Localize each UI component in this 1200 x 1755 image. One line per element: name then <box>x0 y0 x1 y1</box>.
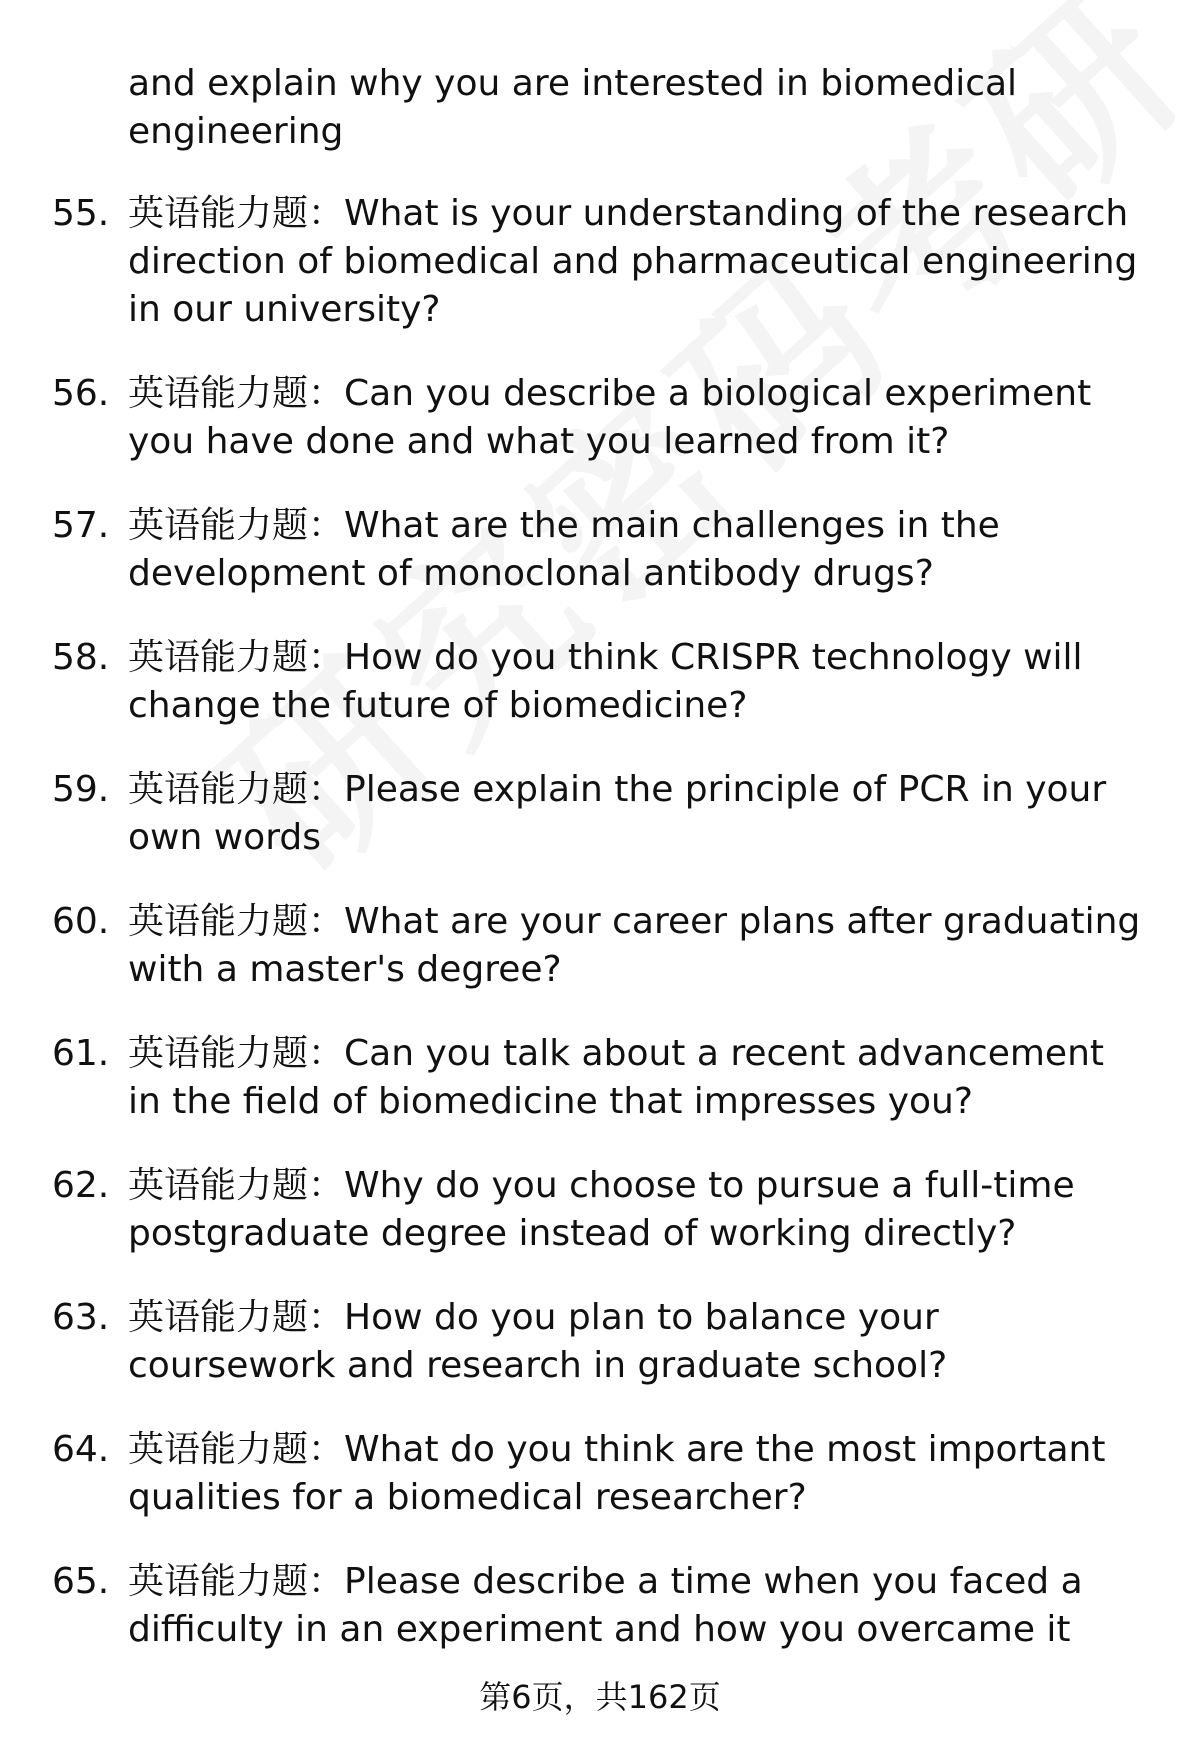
continuation-text: and explain why you are interested in biomedical engineering <box>128 63 1018 152</box>
question-prefix: 英语能力题： <box>128 769 345 810</box>
question-prefix: 英语能力题： <box>128 505 345 546</box>
question-number: 60. <box>52 901 110 942</box>
question-prefix: 英语能力题： <box>128 1429 345 1470</box>
question-text: How do you think CRISPR technology will change the future of biomedicine? <box>128 637 1083 726</box>
question-number: 65. <box>52 1561 110 1602</box>
question-prefix: 英语能力题： <box>128 637 345 678</box>
question-item-59 <box>0 766 1148 862</box>
question-text: Please explain the principle of PCR in your own words <box>128 769 1107 858</box>
question-text: Why do you choose to pursue a full-time postgraduate degree instead of working directly? <box>128 1165 1075 1254</box>
question-text: What do you think are the most important qualities for a biomedical researcher? <box>128 1429 1106 1518</box>
question-item-56 <box>0 370 1148 466</box>
question-number: 56. <box>52 373 110 414</box>
question-number: 58. <box>52 637 110 678</box>
question-text: What is your understanding of the research direction of biomedical and pharmaceutical engineering in our university? <box>128 193 1138 330</box>
question-text: How do you plan to balance your coursework and research in graduate school? <box>128 1297 948 1386</box>
question-item-62 <box>0 1162 1148 1258</box>
question-item-61 <box>0 1030 1148 1126</box>
question-prefix: 英语能力题： <box>128 1165 345 1206</box>
question-item-60 <box>0 898 1148 994</box>
question-number: 55. <box>52 193 110 234</box>
question-item-57 <box>0 502 1148 598</box>
question-prefix: 英语能力题： <box>128 901 345 942</box>
question-text: Can you describe a biological experiment you have done and what you learned from it? <box>128 373 1092 462</box>
question-text: Please describe a time when you faced a difficulty in an experiment and how you overcame it <box>128 1561 1083 1650</box>
question-number: 57. <box>52 505 110 546</box>
question-number: 62. <box>52 1165 110 1206</box>
page-footer: 第6页，共162页 <box>479 1678 721 1716</box>
question-item-64 <box>0 1426 1148 1522</box>
question-prefix: 英语能力题： <box>128 1561 345 1602</box>
question-number: 63. <box>52 1297 110 1338</box>
question-item-65 <box>0 1558 1148 1654</box>
question-item-58 <box>0 634 1148 730</box>
question-prefix: 英语能力题： <box>128 1033 345 1074</box>
question-prefix: 英语能力题： <box>128 1297 345 1338</box>
question-item-63 <box>0 1294 1148 1390</box>
question-number: 64. <box>52 1429 110 1470</box>
question-number: 61. <box>52 1033 110 1074</box>
question-prefix: 英语能力题： <box>128 373 345 414</box>
question-item-55 <box>0 190 1148 334</box>
question-number: 59. <box>52 769 110 810</box>
question-prefix: 英语能力题： <box>128 193 345 234</box>
question-list <box>0 190 1200 1690</box>
question-text: What are the main challenges in the development of monoclonal antibody drugs? <box>128 505 1000 594</box>
question-text: Can you talk about a recent advancement in the field of biomedicine that impresses you? <box>128 1033 1105 1122</box>
question-text: What are your career plans after graduating with a master's degree? <box>128 901 1141 990</box>
